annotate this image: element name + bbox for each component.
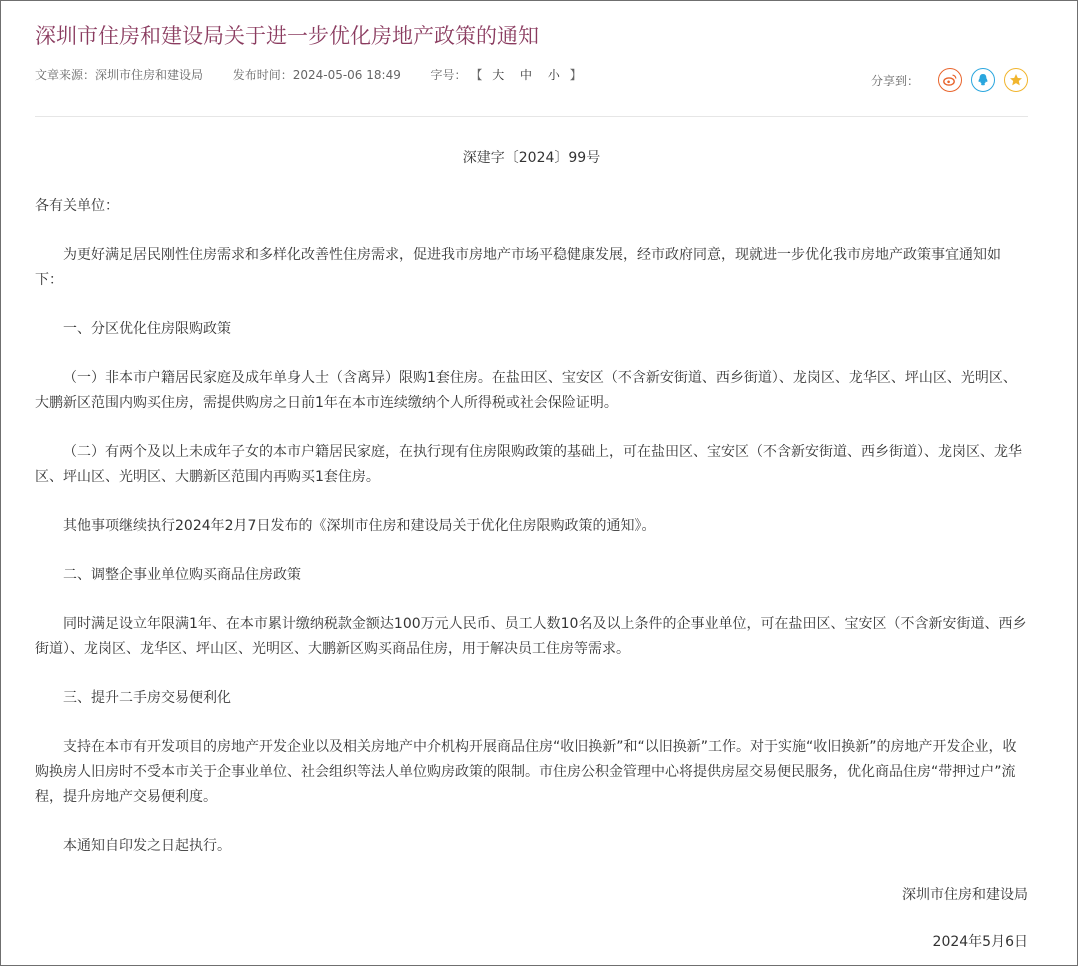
salutation: 各有关单位： — [35, 198, 119, 214]
paragraph-3: 支持在本市有开发项目的房地产开发企业以及相关房地产中介机构开展商品住房“收旧换新”和“以旧换新”工作。对于实施“收旧换新”的房地产开发企业，收购换房人旧房时不受本市关于企事业单位、社会组织等法人单位购房政策的限制。市住房公积金管理中心将提供房屋交易便民服务，优化商品住房“带押过户”流程，提升房地产交易便利度。 — [35, 739, 1017, 805]
qzone-icon[interactable] — [1004, 68, 1028, 92]
source-value: 深圳市住房和建设局 — [95, 68, 204, 82]
share-label: 分享到： — [870, 73, 919, 88]
signature: 深圳市住房和建设局 — [902, 887, 1028, 903]
paragraph-1-2: （二）有两个及以上未成年子女的本市户籍居民家庭，在执行现有住房限购政策的基础上，可在盐田区、宝安区（不含新安街道、西乡街道）、龙岗区、龙华区、坪山区、光明区、大鹏新区范围内再购买1套住房。 — [35, 444, 1022, 485]
fontsize-bracket-close: 】 — [569, 68, 582, 82]
paragraph-intro: 为更好满足居民刚性住房需求和多样化改善性住房需求，促进我市房地产市场平稳健康发展，经市政府同意，现就进一步优化我市房地产政策事宜通知如下： — [35, 247, 1001, 288]
paragraph-2: 同时满足设立年限满1年、在本市累计缴纳税款金额达100万元人民币、员工人数10名及以上条件的企事业单位，可在盐田区、宝安区（不含新安街道、西乡街道）、龙岗区、龙华区、坪山区、光明区、大鹏新区购买商品住房，用于解决员工住房等需求。 — [35, 616, 1027, 657]
qq-icon[interactable] — [971, 68, 995, 92]
time-value: 2024-05-06 18:49 — [292, 68, 401, 82]
share-bar — [871, 68, 1028, 92]
fontsize-bracket-open: 【 — [470, 68, 483, 82]
paragraph-1-other: 其他事项继续执行2024年2月7日发布的《深圳市住房和建设局关于优化住房限购政策的通知》。 — [63, 518, 656, 534]
paragraph-effective: 本通知自印发之日起执行。 — [63, 838, 231, 854]
article-title: 深圳市住房和建设局关于进一步优化房地产政策的通知 — [35, 24, 539, 48]
fontsize-small-button[interactable]: 小 — [547, 68, 560, 82]
section-heading-2: 二、调整企事业单位购买商品住房政策 — [63, 567, 301, 583]
weibo-icon[interactable] — [938, 68, 962, 92]
section-heading-1: 一、分区优化住房限购政策 — [63, 321, 231, 337]
section-heading-3: 三、提升二手房交易便利化 — [63, 690, 231, 706]
paragraph-1-1: （一）非本市户籍居民家庭及成年单身人士（含离异）限购1套住房。在盐田区、宝安区（不含新安街道、西乡街道）、龙岗区、龙华区、坪山区、光明区、大鹏新区范围内购买住房，需提供购房之日前1年在本市连续缴纳个人所得税或社会保险证明。 — [35, 370, 1017, 411]
article-body — [35, 146, 1028, 955]
article-meta — [35, 66, 582, 83]
document-number: 深建字〔2024〕99号 — [462, 150, 601, 166]
header-divider — [35, 116, 1028, 117]
time-label: 发布时间： — [232, 68, 293, 82]
source-label: 文章来源： — [35, 68, 96, 82]
fontsize-label: 字号： — [430, 68, 467, 82]
fontsize-medium-button[interactable]: 中 — [520, 68, 533, 82]
fontsize-large-button[interactable]: 大 — [492, 68, 505, 82]
sign-date: 2024年5月6日 — [932, 934, 1028, 950]
